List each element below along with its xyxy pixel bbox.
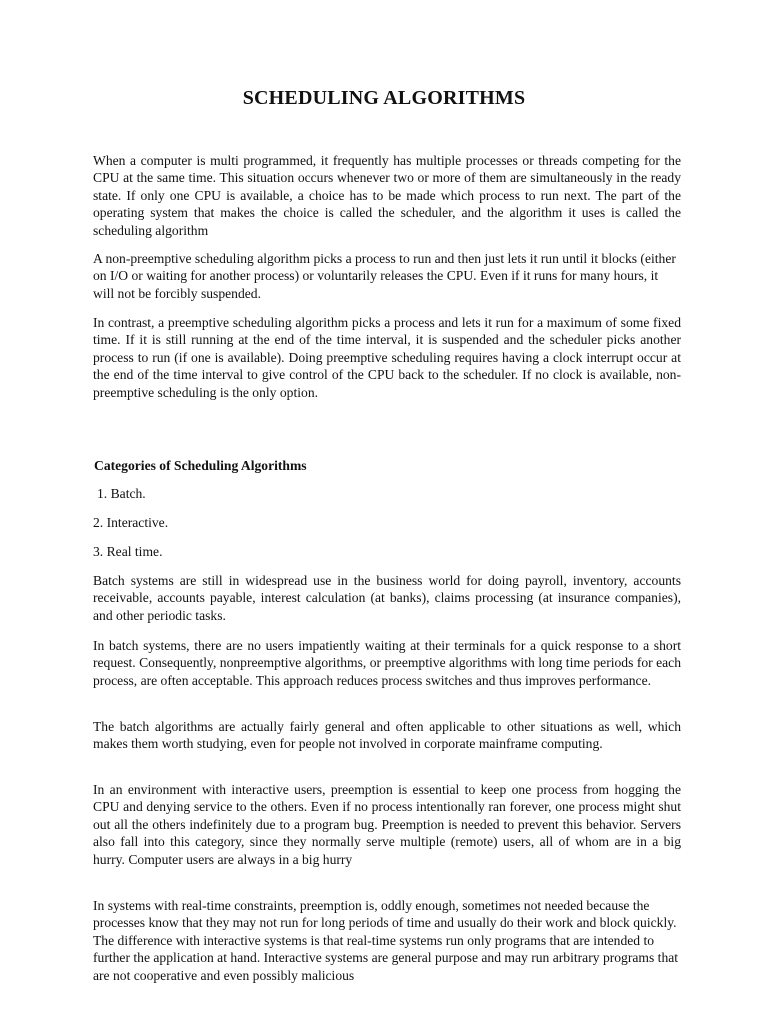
body-paragraph-batch-users: In batch systems, there are no users impatiently waiting at their terminals for a quick response to a short request. Consequently, nonpreemptive algorithms, or preemptive algorithms with long time periods for each process, are often acceptable. This approach reduces process switches and thus improves performance. xyxy=(93,638,681,688)
intro-paragraph-1: When a computer is multi programmed, it frequently has multiple processes or threads competing for the CPU at the same time. This situation occurs whenever two or more of them are simultaneously in the ready state. If only one CPU is available, a choice has to be made which process to run next. The part of the operating system that makes the choice is called the scheduler, and the algorithm it uses is called the scheduling algorithm xyxy=(93,153,681,238)
body-paragraph-batch-algorithms: The batch algorithms are actually fairly general and often applicable to other situations as well, which makes them worth studying, even for people not involved in corporate mainframe computing. xyxy=(93,719,681,752)
category-item-real-time: 3. Real time. xyxy=(93,544,163,559)
body-paragraph-interactive: In an environment with interactive users, preemption is essential to keep one process from hogging the CPU and denying service to the others. Even if no process intentionally ran forever, one process might shut out all the others indefinitely due to a program bug. Preemption is needed to prevent this behavior. Servers also fall into this category, since they normally serve multiple (remote) users, all of whom are in a big hurry. Computer users are always in a big hurry xyxy=(93,782,681,867)
category-item-interactive: 2. Interactive. xyxy=(93,515,169,530)
categories-heading: Categories of Scheduling Algorithms xyxy=(94,458,307,473)
body-paragraph-real-time: In systems with real-time constraints, preemption is, oddly enough, sometimes not needed because the processes know that they may not run for long periods of time and usually do their work and block quickly. The difference with interactive systems is that real-time systems run only programs that are intended to further the application at hand. Interactive systems are general purpose and may run arbitrary programs that are not cooperative and even possibly malicious xyxy=(93,898,679,983)
intro-paragraph-2: A non-preemptive scheduling algorithm picks a process to run and then just lets it run until it blocks (either on I/O or waiting for another process) or voluntarily releases the CPU. Even if it runs for many hours, it will not be forcibly suspended. xyxy=(93,251,676,301)
intro-paragraph-3: In contrast, a preemptive scheduling algorithm picks a process and lets it run for a maximum of some fixed time. If it is still running at the end of the time interval, it is suspended and the scheduler picks another process to run (if one is available). Doing preemptive scheduling requires having a clock interrupt occur at the end of the time interval to give control of the CPU back to the scheduler. If no clock is available, non-preemptive scheduling is the only option. xyxy=(93,315,681,400)
category-item-batch: 1. Batch. xyxy=(97,486,146,501)
body-paragraph-batch-systems: Batch systems are still in widespread use in the business world for doing payroll, inventory, accounts receivable, accounts payable, interest calculation (at banks), claims processing (at insurance companies), and other periodic tasks. xyxy=(93,573,681,623)
page-title: SCHEDULING ALGORITHMS xyxy=(242,87,526,109)
